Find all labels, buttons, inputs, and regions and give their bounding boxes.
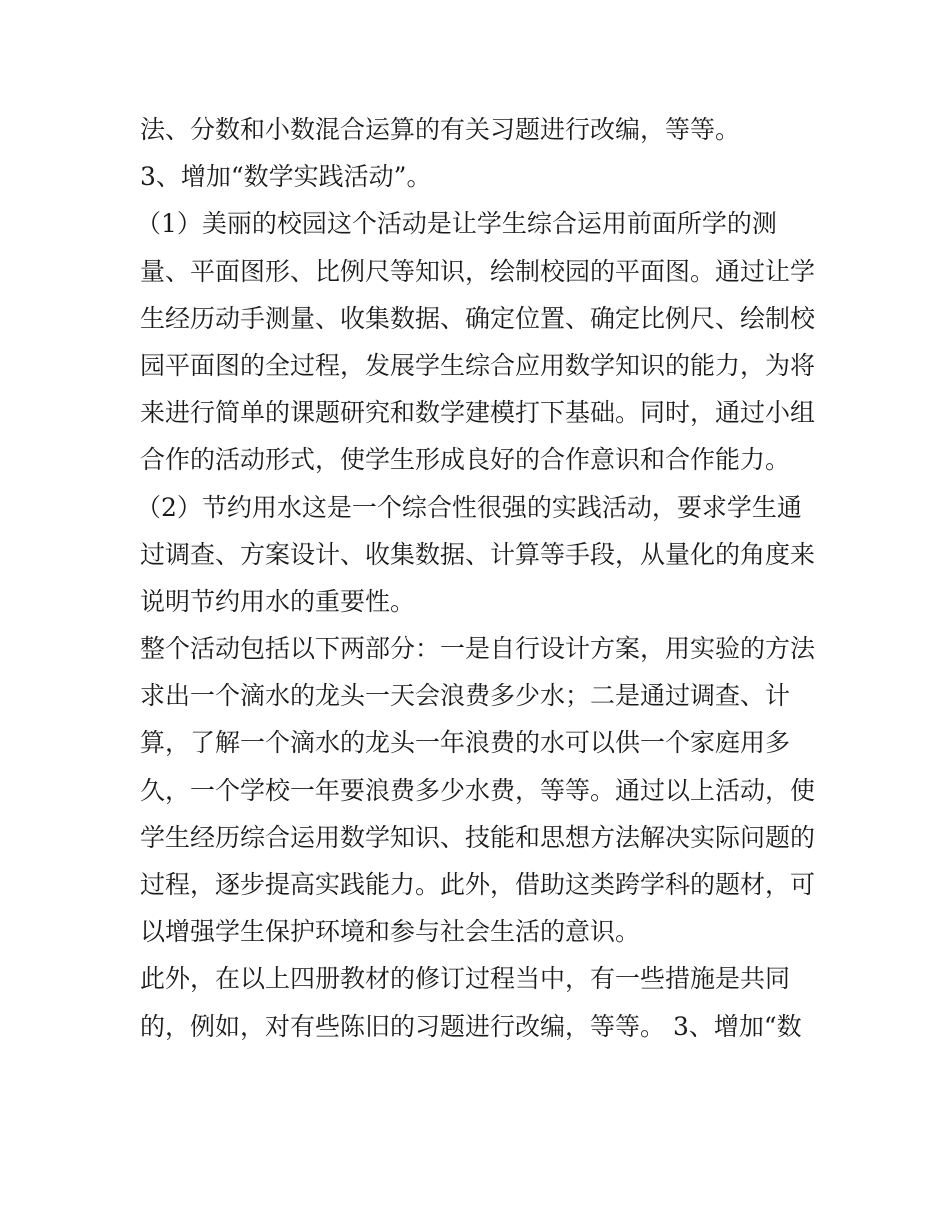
text-line: 整个活动包括以下两部分：一是自行设计方案，用实验的方法 — [140, 634, 816, 664]
text-line: 合作的活动形式，使学生形成良好的合作意识和合作能力。 — [140, 445, 791, 475]
text-line: 来进行简单的课题研究和数学建模打下基础。同时，通过小组 — [140, 398, 816, 428]
text-line: 学生经历综合运用数学知识、技能和思想方法解决实际问题的 — [140, 822, 816, 852]
text-line: 量、平面图形、比例尺等知识，绘制校园的平面图。通过让学 — [140, 256, 816, 286]
text-line: 算，了解一个滴水的龙头一年浪费的水可以供一个家庭用多 — [140, 728, 791, 758]
text-line: 说明节约用水的重要性。 — [140, 586, 416, 616]
text-line: 求出一个滴水的龙头一天会浪费多少水；二是通过调查、计 — [140, 681, 791, 711]
text-line: （1）美丽的校园这个活动是让学生综合运用前面所学的测 — [136, 209, 777, 239]
text-line: （2）节约用水这是一个综合性很强的实践活动，要求学生通 — [136, 492, 802, 522]
text-line: 此外，在以上四册教材的修订过程当中，有一些措施是共同 — [140, 964, 791, 994]
text-line: 久，一个学校一年要浪费多少水费，等等。通过以上活动，使 — [140, 775, 816, 805]
text-line: 法、分数和小数混合运算的有关习题进行改编，等等。 — [140, 115, 741, 144]
text-line: 3、增加“数学实践活动”。 — [140, 162, 432, 192]
text-line: 以增强学生保护环境和参与社会生活的意识。 — [140, 917, 641, 947]
text-line: 过程，逐步提高实践能力。此外，借助这类跨学科的题材，可 — [140, 870, 816, 899]
text-line: 的，例如，对有些陈旧的习题进行改编，等等。 3、增加“数 — [140, 1011, 802, 1041]
text-line: 过调查、方案设计、收集数据、计算等手段，从量化的角度来 — [140, 539, 816, 569]
document-body — [136, 106, 820, 1050]
text-line: 生经历动手测量、收集数据、确定位置、确定比例尺、绘制校 — [140, 303, 816, 333]
text-line: 园平面图的全过程，发展学生综合应用数学知识的能力，为将 — [140, 350, 816, 380]
